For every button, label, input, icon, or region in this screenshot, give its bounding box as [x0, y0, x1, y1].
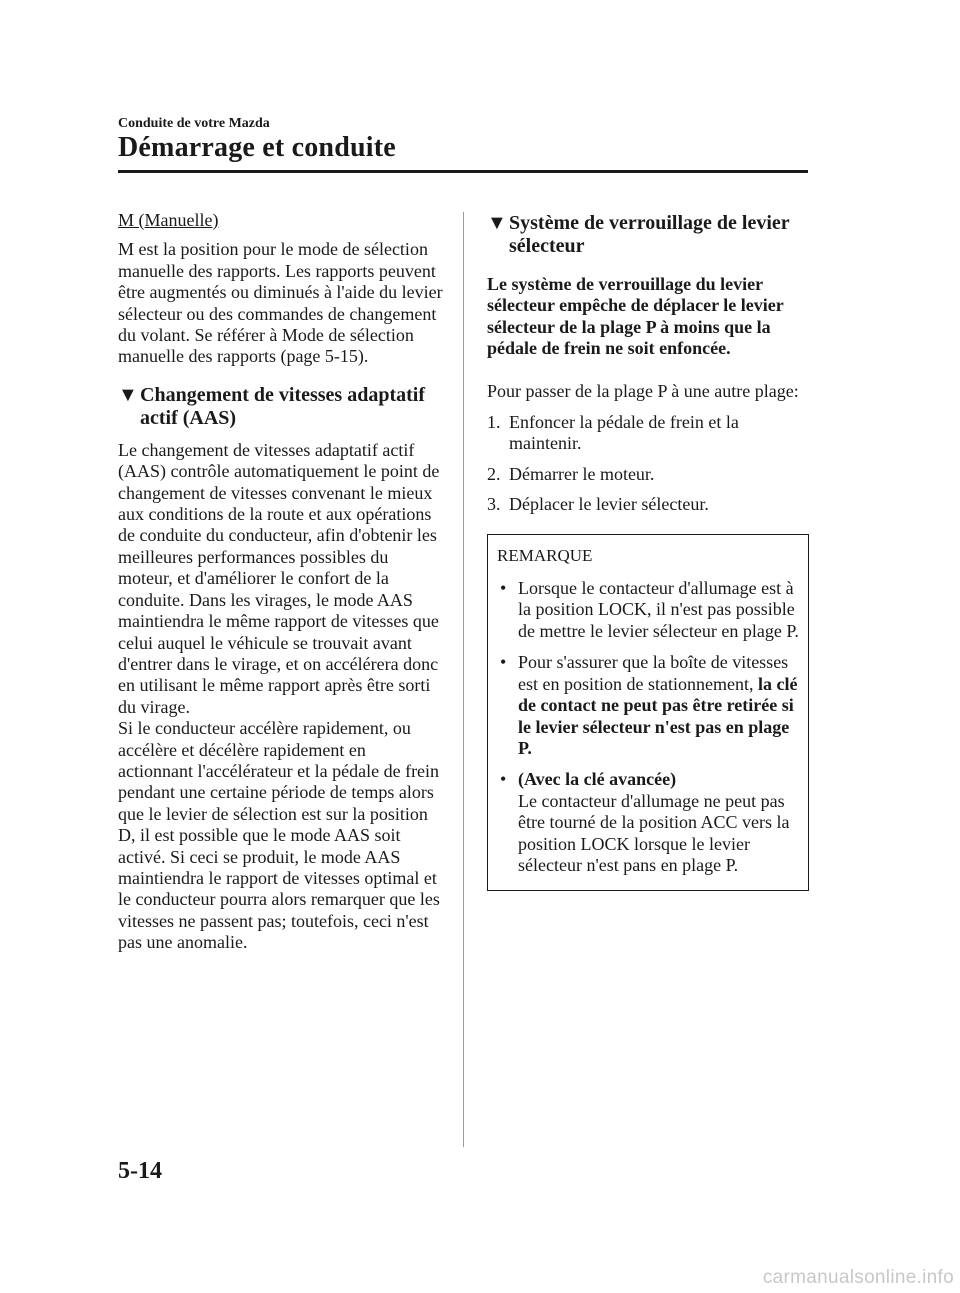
bullet-icon: • — [500, 578, 507, 599]
lock-intro-paragraph: Pour passer de la plage P à une autre plage: — [487, 380, 799, 401]
bullet-icon: • — [500, 652, 507, 673]
left-column — [118, 210, 444, 954]
step-number: 2. — [487, 463, 501, 484]
note-item — [497, 652, 800, 759]
step-number: 3. — [487, 494, 501, 515]
note-item-text — [518, 769, 800, 876]
step-text: Déplacer le levier sélecteur. — [509, 494, 709, 515]
lock-bold-paragraph: Le système de verrouillage du levier sélecteur empêche de déplacer le levier sélecteur de la plage P à moins que la pédale de frein ne soit enfoncée. — [487, 274, 784, 359]
bullet-icon: • — [500, 769, 507, 790]
watermark: carmanualsonline.info — [762, 1267, 954, 1288]
aas-heading — [118, 384, 444, 430]
step-number: 1. — [487, 412, 501, 433]
note-item-bold: la clé de contact ne peut pas être retirée si le levier sélecteur n'est pas en plage P. — [518, 673, 798, 758]
lock-heading — [487, 212, 809, 258]
section-subtitle: Conduite de votre Mazda — [118, 116, 270, 131]
triangle-marker-icon: ▼ — [487, 212, 507, 234]
note-item — [497, 769, 800, 876]
note-item-text — [518, 652, 800, 759]
right-column — [487, 212, 809, 891]
note-item-text: Lorsque le contacteur d'allumage est à la position LOCK, il n'est pas possible de mettre le levier sélecteur en plage P. — [518, 578, 799, 641]
column-divider — [463, 212, 464, 1147]
manual-paragraph: M est la position pour le mode de sélection manuelle des rapports. Les rapports peuvent être augmentés ou diminués à l'aide du levier sélecteur ou des commandes de changement du volant. Se référer à Mode de sélection manuelle des rapports (page 5-15). — [118, 239, 443, 367]
aas-paragraph-1: Le changement de vitesses adaptatif actif (AAS) contrôle automatiquement le point de changement de vitesses convenant le mieux aux conditions de la route et aux opérations de conduite du conducteur, afin d'obtenir les meilleures performances possibles du moteur, et d'améliorer le confort de la conduite. Dans les virages, le mode AAS maintiendra le même rapport de vitesses que celui auquel le véhicule se trouvait avant d'entrer dans le virage, et on accélérera donc en utilisant le même rapport après être sorti du virage. — [118, 439, 440, 717]
note-item-bold: (Avec la clé avancée) — [518, 769, 677, 790]
note-item-plain: Pour s'assurer que la boîte de vitesses est en position de stationnement, — [518, 652, 789, 694]
steps-list — [487, 412, 809, 516]
note-item-plain: Le contacteur d'allumage ne peut pas être tourné de la position ACC vers la position LOCK lorsque le levier sélecteur n'est pans en plage P. — [518, 790, 790, 875]
header-rule — [118, 170, 808, 173]
aas-heading-text: Changement de vitesses adaptatif actif (AAS) — [140, 383, 425, 429]
note-title: REMARQUE — [497, 545, 593, 565]
step-item — [487, 464, 809, 485]
step-text: Enfoncer la pédale de frein et la maintenir. — [509, 412, 739, 454]
step-text: Démarrer le moteur. — [509, 463, 655, 484]
note-item — [497, 578, 800, 642]
triangle-marker-icon: ▼ — [118, 383, 138, 406]
step-item — [487, 494, 809, 515]
page-number: 5-14 — [118, 1158, 162, 1184]
page-title: Démarrage et conduite — [118, 132, 396, 163]
step-item — [487, 412, 809, 455]
aas-paragraph-2: Si le conducteur accélère rapidement, ou accélère et décélère rapidement en actionnant l'accélérateur et la pédale de frein pendant une certaine période de temps alors que le levier de sélection est sur la position D, il est possible que le mode AAS soit activé. Si ceci se produit, le mode AAS maintiendra le rapport de vitesses optimal et le conducteur pourra alors remarquer que les vitesses ne passent pas; toutefois, ceci n'est pas une anomalie. — [118, 718, 440, 953]
manual-heading: M (Manuelle) — [118, 210, 219, 230]
lock-heading-text: Système de verrouillage de levier sélecteur — [509, 212, 790, 257]
note-box — [487, 534, 809, 892]
